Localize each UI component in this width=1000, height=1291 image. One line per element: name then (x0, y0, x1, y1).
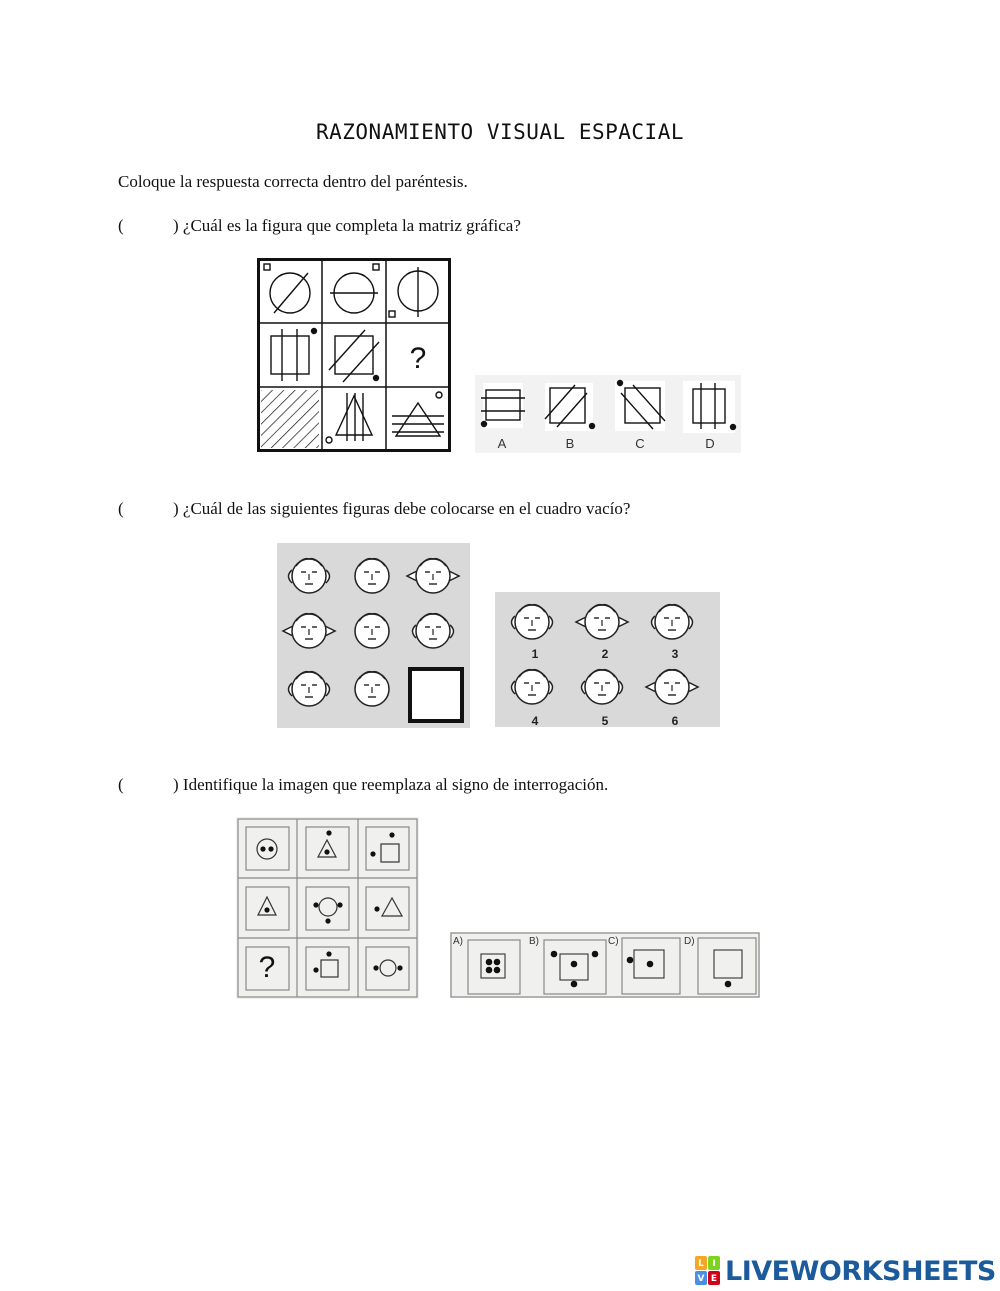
q1-matrix-figure (257, 258, 451, 452)
answer-paren-close: ) (173, 499, 179, 518)
q3-option-d-dots (725, 981, 732, 988)
answer-paren-open[interactable]: ( (118, 499, 124, 518)
q3-missing-cell-question-mark: ? (258, 951, 276, 984)
question-1 (118, 216, 521, 236)
q1-option-b (545, 383, 595, 431)
face-no-ears (355, 672, 389, 706)
q1-options-figure (475, 375, 741, 453)
page-title: RAZONAMIENTO VISUAL ESPACIAL (315, 120, 684, 144)
q1-option-d (683, 381, 736, 433)
q3-option-label-d: D) (684, 936, 695, 947)
question-3 (118, 775, 608, 795)
q2-option-label-5: 5 (601, 714, 609, 727)
liveworksheets-wordmark: LIVEWORKSHEETS (725, 1255, 996, 1287)
question-text: Identifique la imagen que reemplaza al signo de interrogación. (182, 775, 609, 794)
answer-paren-open[interactable]: ( (118, 775, 124, 794)
q3-option-label-c: C) (608, 936, 619, 947)
answer-paren-close: ) (173, 216, 179, 235)
q1-option-c (615, 381, 665, 432)
missing-cell-question-mark: ? (409, 342, 427, 375)
answer-paren-open[interactable]: ( (118, 216, 124, 235)
q1-option-label-d: D (705, 436, 715, 451)
q1-option-a (481, 383, 525, 428)
q2-face-matrix-figure (277, 543, 470, 728)
face-no-ears (355, 614, 389, 648)
liveworksheets-logo (695, 1255, 996, 1287)
instruction-text: Coloque la respuesta correcta dentro del paréntesis. (118, 172, 468, 191)
question-text: ¿Cuál es la figura que completa la matriz gráfica? (182, 216, 521, 235)
q3-option-label-a: A) (453, 936, 463, 947)
empty-answer-box (410, 669, 462, 721)
q1-option-label-c: C (635, 436, 645, 451)
q2-option-label-6: 6 (671, 714, 679, 727)
q2-option-label-1: 1 (531, 647, 539, 661)
q2-option-label-2: 2 (601, 647, 609, 661)
q3-matrix-figure (236, 817, 419, 999)
svg-text:V: V (697, 1274, 705, 1284)
liveworksheets-logo-icon (695, 1256, 721, 1286)
face-no-ears (355, 559, 389, 593)
svg-text:I: I (712, 1259, 716, 1269)
q2-options-figure (495, 592, 720, 727)
q2-option-label-3: 3 (671, 647, 679, 661)
q2-option-label-4: 4 (531, 714, 539, 727)
svg-text:L: L (698, 1259, 704, 1269)
q1-option-label-a: A (497, 436, 507, 451)
q3-options-figure (450, 932, 760, 998)
question-2 (118, 499, 630, 519)
question-text: ¿Cuál de las siguientes figuras debe colocarse en el cuadro vacío? (182, 499, 631, 518)
matrix-cell-hatched-square (261, 390, 319, 448)
q1-option-label-b: B (565, 436, 575, 451)
svg-text:E: E (710, 1274, 718, 1284)
answer-paren-close: ) (173, 775, 179, 794)
q3-option-label-b: B) (529, 936, 539, 947)
